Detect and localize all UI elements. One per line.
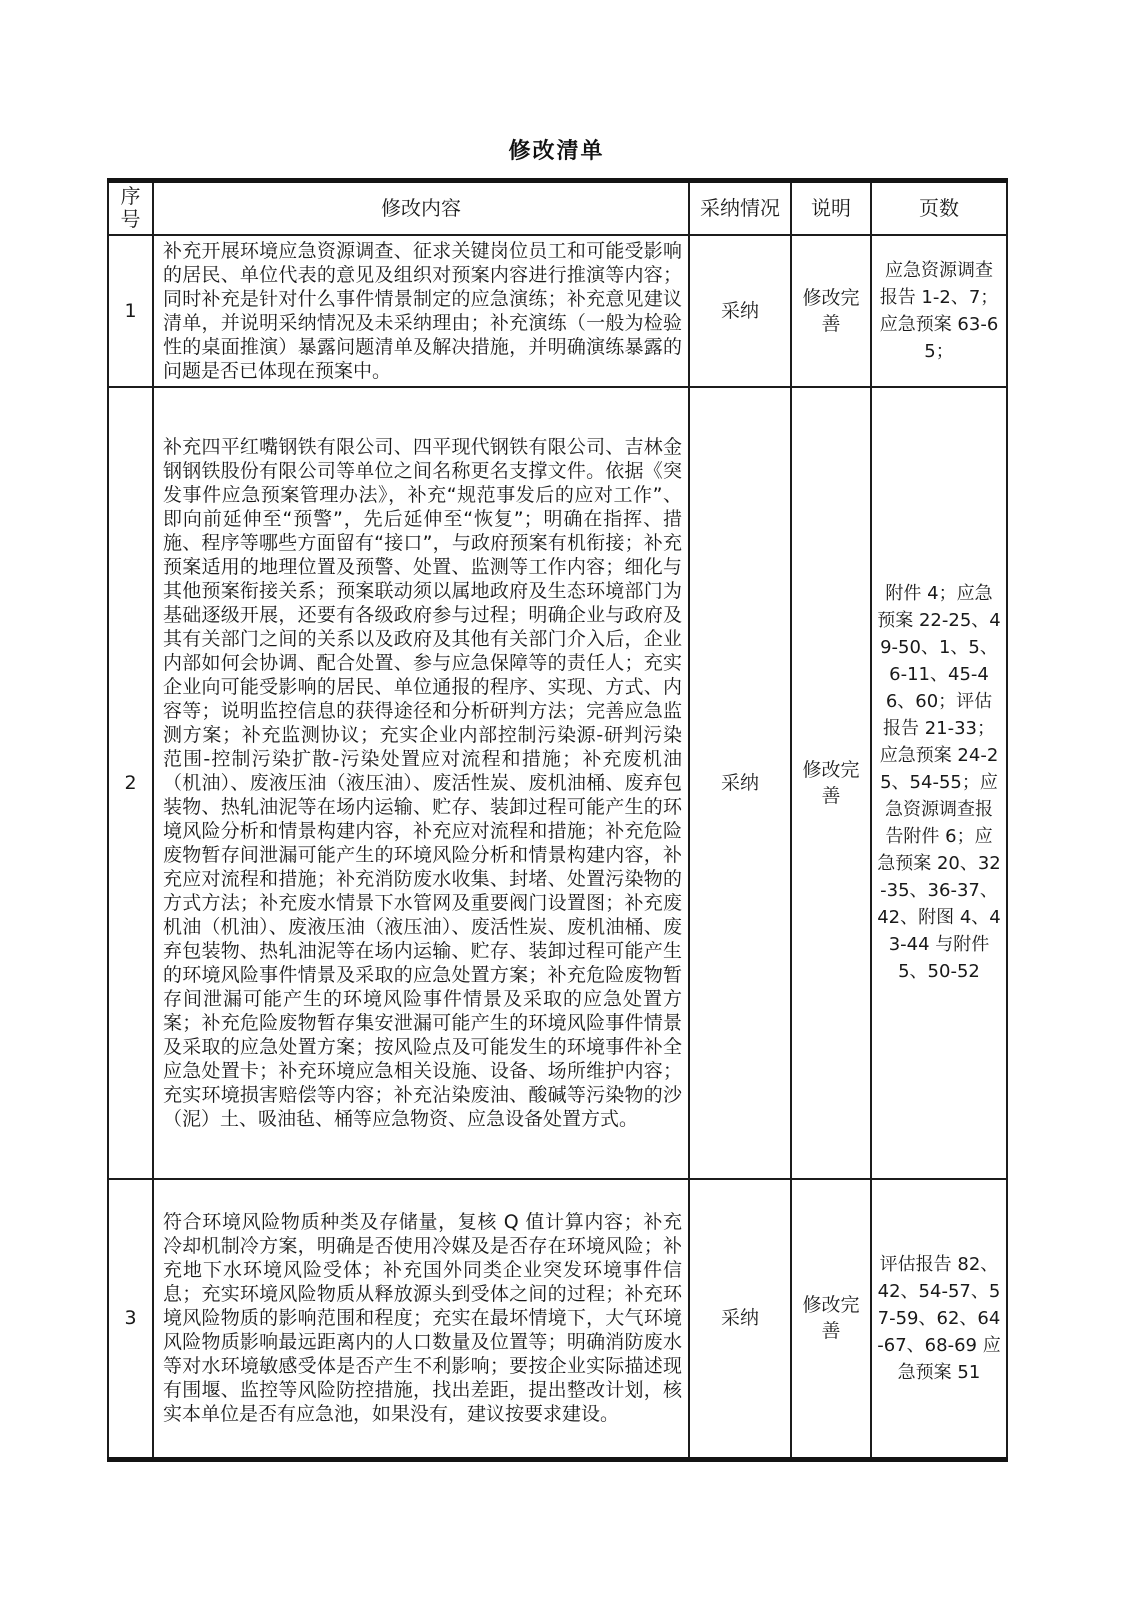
revision-table: [107, 178, 1008, 1462]
cell-note: 修改完善: [791, 387, 871, 1179]
cell-content: 符合环境风险物质种类及存储量，复核 Q 值计算内容；补充冷却机制冷方案，明确是否使用冷媒及是否存在环境风险；补充地下水环境风险受体；补充国外同类企业突发环境事件信息；充实环境风险物质从释放源头到受体之间的过程；补充环境风险物质的影响范围和程度；充实在最坏情境下，大气环境风险物质影响最远距离内的人口数量及位置等；明确消防废水等对水环境敏感受体是否产生不利影响；要按企业实际描述现有围堰、监控等风险防控措施，找出差距，提出整改计划，核实本单位是否有应急池，如果没有，建议按要求建设。: [153, 1179, 689, 1460]
cell-pages: 应急资源调查报告 1-2、7；应急预案 63-65；: [871, 235, 1007, 387]
table-header-row: [108, 181, 1007, 235]
cell-pages: 评估报告 82、42、54-57、57-59、62、64-67、68-69 应急预案 51: [871, 1179, 1007, 1460]
header-pages: 页数: [871, 181, 1007, 235]
table-row: [108, 387, 1007, 1179]
cell-note: 修改完善: [791, 235, 871, 387]
header-serial-number: 序号: [108, 181, 153, 235]
cell-content: 补充开展环境应急资源调查、征求关键岗位员工和可能受影响的居民、单位代表的意见及组织对预案内容进行推演等内容；同时补充是针对什么事件情景制定的应急演练；补充意见建议清单，并说明采纳情况及未采纳理由；补充演练（一般为检验性的桌面推演）暴露问题清单及解决措施，并明确演练暴露的问题是否已体现在预案中。: [153, 235, 689, 387]
table-row: [108, 1179, 1007, 1460]
header-note: 说明: [791, 181, 871, 235]
cell-note: 修改完善: [791, 1179, 871, 1460]
document-title: 修改清单: [508, 139, 605, 164]
table-row: [108, 235, 1007, 387]
cell-serial-number: 1: [108, 235, 153, 387]
cell-serial-number: 3: [108, 1179, 153, 1460]
header-content: 修改内容: [153, 181, 689, 235]
cell-pages: 附件 4；应急预案 22-25、49-50、1、5、6-11、45-46、60；评估报告 21-33；应急预案 24-25、54-55；应急资源调查报告附件 6；应急预案 20、32-35、36-37、42、附图 4、43-44 与附件 5、50-52: [871, 387, 1007, 1179]
header-adoption: 采纳情况: [689, 181, 791, 235]
cell-content: 补充四平红嘴钢铁有限公司、四平现代钢铁有限公司、吉林金钢钢铁股份有限公司等单位之间名称更名支撑文件。依据《突发事件应急预案管理办法》，补充“规范事发后的应对工作”、即向前延伸至“预警”，先后延伸至“恢复”；明确在指挥、措施、程序等哪些方面留有“接口”，与政府预案有机衔接；补充预案适用的地理位置及预警、处置、监测等工作内容；细化与其他预案衔接关系；预案联动须以属地政府及生态环境部门为基础逐级开展，还要有各级政府参与过程；明确企业与政府及其有关部门之间的关系以及政府及其他有关部门介入后，企业内部如何会协调、配合处置、参与应急保障等的责任人；充实企业向可能受影响的居民、单位通报的程序、实现、方式、内容等；说明监控信息的获得途径和分析研判方法；完善应急监测方案；补充监测协议；充实企业内部控制污染源-研判污染范围-控制污染扩散-污染处置应对流程和措施；补充废机油（机油）、废液压油（液压油）、废活性炭、废机油桶、废弃包装物、热轧油泥等在场内运输、贮存、装卸过程可能产生的环境风险分析和情景构建内容，补充应对流程和措施；补充危险废物暂存间泄漏可能产生的环境风险分析和情景构建内容，补充应对流程和措施；补充消防废水收集、封堵、处置污染物的方式方法；补充废水情景下水管网及重要阀门设置图；补充废机油（机油）、废液压油（液压油）、废活性炭、废机油桶、废弃包装物、热轧油泥等在场内运输、贮存、装卸过程可能产生的环境风险事件情景及采取的应急处置方案；补充危险废物暂存间泄漏可能产生的环境风险事件情景及采取的应急处置方案；补充危险废物暂存集安泄漏可能产生的环境风险事件情景及采取的应急处置方案；按风险点及可能发生的环境事件补全应急处置卡；补充环境应急相关设施、设备、场所维护内容；充实环境损害赔偿等内容；补充沾染废油、酸碱等污染物的沙（泥）土、吸油毡、桶等应急物资、应急设备处置方式。: [153, 387, 689, 1179]
cell-adoption: 采纳: [689, 235, 791, 387]
cell-serial-number: 2: [108, 387, 153, 1179]
cell-adoption: 采纳: [689, 387, 791, 1179]
cell-adoption: 采纳: [689, 1179, 791, 1460]
